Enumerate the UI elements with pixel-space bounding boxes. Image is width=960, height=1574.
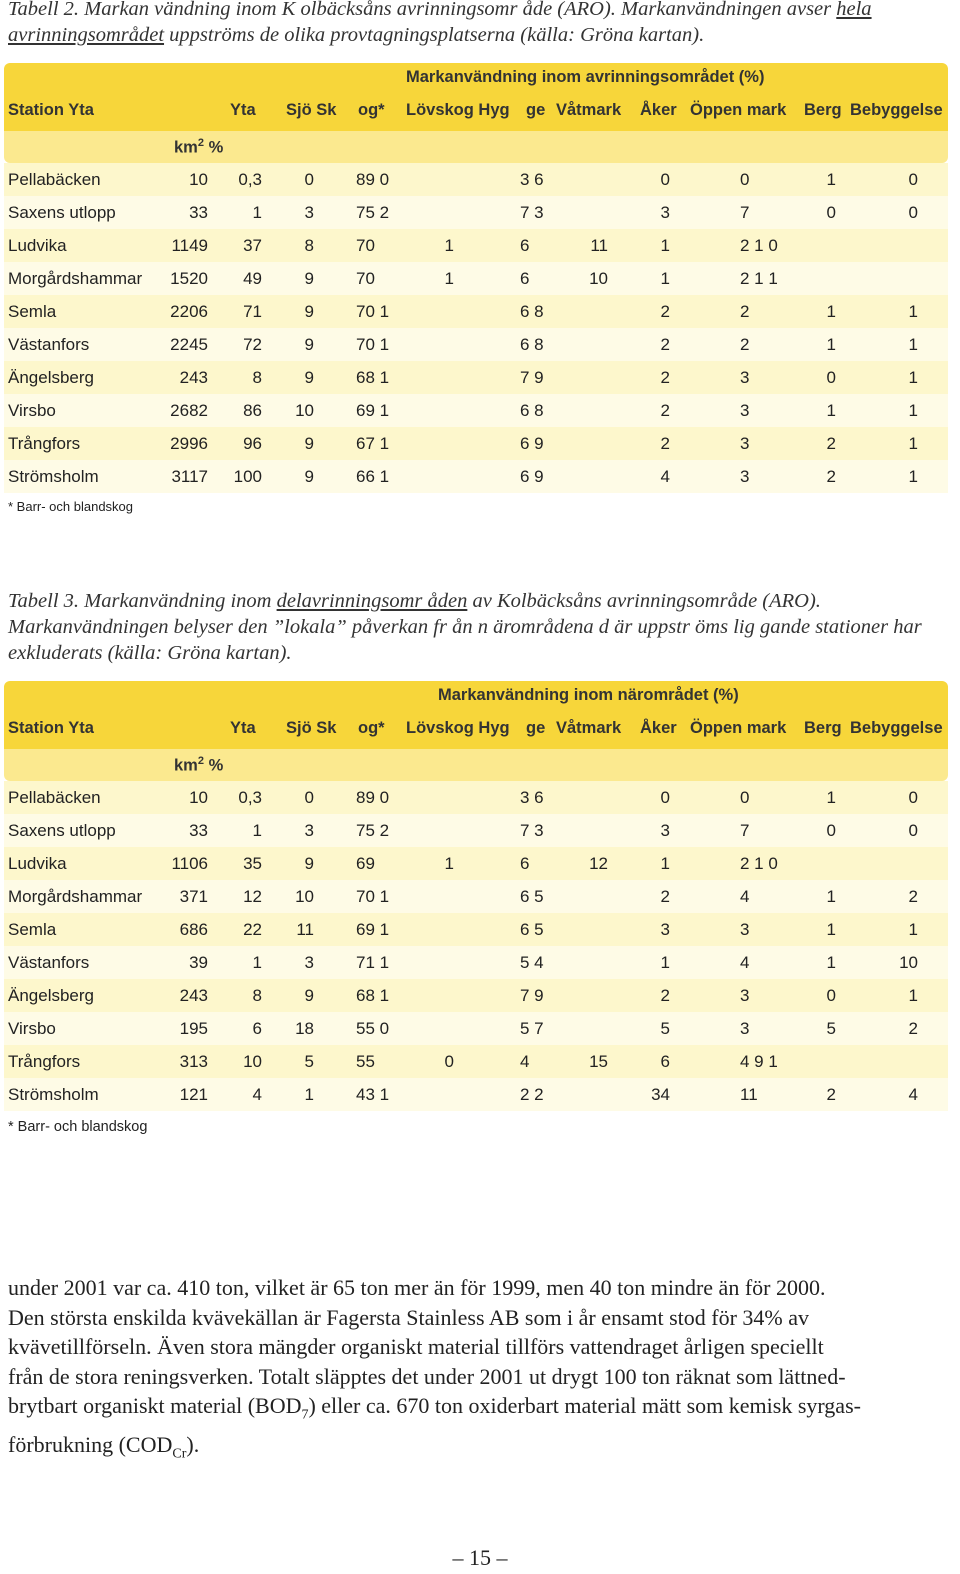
table-row: [4, 229, 948, 262]
station-name-cell: Ängelsberg: [8, 368, 95, 387]
value-cell: 0: [908, 788, 918, 807]
value-cell: 3: [304, 953, 314, 972]
table2-column-headers: [4, 95, 948, 131]
value-cell: 6 9: [520, 434, 544, 453]
table-row: [4, 979, 948, 1012]
value-cell: 3: [740, 434, 750, 453]
value-cell: 5 4: [520, 953, 544, 972]
value-cell: 70: [356, 269, 375, 288]
value-cell: 2996: [170, 434, 208, 453]
value-cell: 2 2: [520, 1085, 544, 1104]
station-name-cell: Pellabäcken: [8, 170, 101, 189]
value-cell: 121: [179, 1085, 208, 1104]
table2-header-5: ge: [526, 101, 546, 119]
value-cell: 70 1: [356, 887, 390, 906]
table3-header-2: Sjö Sk: [286, 719, 337, 737]
value-cell: 1: [826, 887, 836, 906]
value-cell: 3: [740, 1019, 750, 1038]
table-row: [4, 1045, 948, 1078]
value-cell: 72: [243, 335, 262, 354]
table2-header-0: Station Yta: [8, 101, 94, 119]
station-name-cell: Morgårdshammar: [8, 269, 143, 288]
paragraph-line-6-b: ).: [186, 1431, 200, 1457]
value-cell: 0: [908, 203, 918, 222]
table-row: [4, 427, 948, 460]
value-cell: 37: [243, 236, 262, 255]
table2-header-1: Yta: [230, 101, 256, 119]
value-cell: 5 7: [520, 1019, 544, 1038]
table2-header-3: og*: [358, 101, 385, 119]
value-cell: 9: [304, 302, 314, 321]
station-name-cell: Trångfors: [8, 434, 81, 453]
value-cell: 11: [590, 236, 608, 255]
value-cell: 371: [179, 887, 208, 906]
table3-header-5: ge: [526, 719, 546, 737]
value-cell: 96: [243, 434, 262, 453]
value-cell: 66 1: [356, 467, 390, 486]
value-cell: 15: [589, 1052, 608, 1071]
value-cell: 2: [826, 1085, 836, 1104]
table3-header-7: Åker: [640, 719, 677, 737]
value-cell: 2245: [170, 335, 208, 354]
table-row: [4, 1078, 948, 1111]
value-cell: 6 8: [520, 302, 544, 321]
value-cell: 71 1: [356, 953, 390, 972]
value-cell: 3: [740, 401, 750, 420]
value-cell: 10: [589, 269, 608, 288]
value-cell: 1: [444, 236, 454, 255]
table3-header-3: og*: [358, 719, 385, 737]
value-cell: 0: [444, 1052, 454, 1071]
value-cell: 2: [740, 302, 750, 321]
table3-header-8: Öppen mark: [690, 719, 787, 737]
table3-caption-underlined: delavrinningsomr åden: [276, 590, 468, 612]
table3-units: $km^2$ %: [174, 755, 224, 775]
table2-header-10: Bebyggelse: [850, 101, 943, 119]
value-cell: 2: [826, 434, 836, 453]
table-row: [4, 361, 948, 394]
value-cell: 3: [660, 821, 670, 840]
value-cell: 9: [304, 986, 314, 1005]
value-cell: 2 1 1: [740, 269, 778, 288]
value-cell: 1: [908, 434, 918, 453]
value-cell: 9: [304, 368, 314, 387]
value-cell: 12: [243, 887, 262, 906]
value-cell: 5: [304, 1052, 314, 1071]
value-cell: 1: [908, 302, 918, 321]
value-cell: 75 2: [356, 203, 390, 222]
value-cell: 3 6: [520, 788, 544, 807]
value-cell: 0: [660, 788, 670, 807]
value-cell: 0: [740, 788, 750, 807]
value-cell: 1: [304, 1085, 314, 1104]
table2-body: [4, 163, 948, 493]
value-cell: 7 9: [520, 368, 544, 387]
value-cell: 11: [740, 1085, 758, 1104]
station-name-cell: Ludvika: [8, 236, 67, 255]
value-cell: 39: [189, 953, 208, 972]
value-cell: 313: [179, 1052, 208, 1071]
table2-units-row: [4, 131, 948, 163]
table3-header-4: Lövskog Hyg: [406, 719, 510, 737]
value-cell: 0: [304, 170, 314, 189]
value-cell: 1: [444, 269, 454, 288]
table2-group-header: Markanvändning inom avrinningsområdet (%): [406, 68, 765, 86]
paragraph-line-3: kvävetillförseln. Även stora mängder organiskt material tillförs vattendraget årligen speciellt: [8, 1334, 824, 1359]
value-cell: 1149: [171, 236, 208, 255]
paragraph-line-6: [8, 1430, 956, 1469]
table3-body: [4, 781, 948, 1111]
value-cell: 1: [908, 368, 918, 387]
value-cell: 43 1: [356, 1085, 390, 1104]
value-cell: 0,3: [238, 170, 262, 189]
table-row: [4, 814, 948, 847]
value-cell: 1: [826, 170, 836, 189]
value-cell: 1: [826, 335, 836, 354]
table3-group-header: Markanvändning inom närområdet (%): [438, 686, 739, 704]
station-name-cell: Semla: [8, 920, 57, 939]
value-cell: 3117: [171, 467, 208, 486]
value-cell: 4: [252, 1085, 262, 1104]
table-row: [4, 460, 948, 493]
value-cell: 4: [740, 887, 750, 906]
table-row: [4, 328, 948, 361]
value-cell: 71: [243, 302, 262, 321]
table2-header-9: Berg: [804, 101, 842, 119]
station-name-cell: Morgårdshammar: [8, 887, 143, 906]
value-cell: 1: [252, 203, 262, 222]
value-cell: 195: [179, 1019, 208, 1038]
value-cell: 2: [660, 986, 670, 1005]
value-cell: 0,3: [238, 788, 262, 807]
body-paragraph: [8, 1273, 956, 1469]
value-cell: 9: [304, 434, 314, 453]
paragraph-line-5-a: brytbart organiskt material (BOD: [8, 1393, 302, 1418]
value-cell: 5: [826, 1019, 836, 1038]
value-cell: 70 1: [356, 302, 390, 321]
value-cell: 11: [296, 920, 314, 939]
value-cell: 2: [660, 335, 670, 354]
value-cell: 3: [304, 821, 314, 840]
value-cell: 9: [304, 467, 314, 486]
paragraph-line-5-sub: 7: [301, 1407, 309, 1423]
value-cell: 1: [660, 269, 670, 288]
table-row: [4, 394, 948, 427]
table3: [4, 681, 948, 1135]
value-cell: 2206: [170, 302, 208, 321]
value-cell: 2: [660, 401, 670, 420]
value-cell: 1: [826, 920, 836, 939]
value-cell: 6 8: [520, 335, 544, 354]
value-cell: 6 5: [520, 920, 544, 939]
table2-units: $km^2$ %: [174, 137, 224, 157]
station-name-cell: Västanfors: [8, 335, 90, 354]
value-cell: 4: [908, 1085, 918, 1104]
value-cell: 1: [660, 854, 670, 873]
station-name-cell: Strömsholm: [8, 1085, 99, 1104]
value-cell: 22: [243, 920, 262, 939]
station-name-cell: Ängelsberg: [8, 986, 95, 1005]
value-cell: 2 1 0: [740, 854, 778, 873]
table2-caption-text-b: uppströms de olika provtagningsplatserna (källa: Gröna kartan).: [164, 24, 705, 46]
table2-caption: [8, 0, 948, 48]
value-cell: 2: [660, 887, 670, 906]
value-cell: 1: [252, 953, 262, 972]
page-number: – 15 –: [452, 1545, 508, 1570]
value-cell: 6: [252, 1019, 262, 1038]
value-cell: 70: [356, 236, 375, 255]
table2-caption-underlined: hela avrinningsområdet: [8, 0, 872, 46]
table3-footnote: * Barr- och blandskog: [8, 1119, 148, 1135]
value-cell: 1: [908, 467, 918, 486]
value-cell: 2: [660, 368, 670, 387]
value-cell: 9: [304, 335, 314, 354]
value-cell: 0: [908, 821, 918, 840]
paragraph-line-1: under 2001 var ca. 410 ton, vilket är 65 ton mer än för 1999, men 40 ton mindre än för 2000.: [8, 1275, 826, 1300]
value-cell: 55: [356, 1052, 375, 1071]
value-cell: 4: [520, 1052, 530, 1071]
value-cell: 3: [740, 920, 750, 939]
value-cell: 3 6: [520, 170, 544, 189]
paragraph-line-5: [8, 1391, 956, 1430]
value-cell: 0: [908, 170, 918, 189]
table-row: [4, 880, 948, 913]
station-name-cell: Pellabäcken: [8, 788, 101, 807]
table2-caption-text-a: Tabell 2. Markan vändning inom K olbäcksåns avrinningsomr åde (ARO). Markanvändningen avser: [8, 0, 837, 20]
table3-header-6: Våtmark: [556, 719, 622, 737]
value-cell: 2 1 0: [740, 236, 778, 255]
value-cell: 33: [189, 821, 208, 840]
value-cell: 69: [356, 854, 375, 873]
table3-caption-text-a: Tabell 3. Markanvändning inom: [8, 590, 277, 612]
value-cell: 1: [252, 821, 262, 840]
table2-header-6: Våtmark: [556, 101, 622, 119]
value-cell: 0: [826, 203, 836, 222]
value-cell: 2: [826, 467, 836, 486]
value-cell: 1: [908, 986, 918, 1005]
value-cell: 6 5: [520, 887, 544, 906]
value-cell: 0: [304, 788, 314, 807]
value-cell: 10: [295, 887, 314, 906]
value-cell: 0: [740, 170, 750, 189]
value-cell: 1: [826, 302, 836, 321]
value-cell: 1106: [171, 854, 208, 873]
station-name-cell: Ludvika: [8, 854, 67, 873]
value-cell: 3: [304, 203, 314, 222]
table2-header-2: Sjö Sk: [286, 101, 337, 119]
table2-header-4: Lövskog Hyg: [406, 101, 510, 119]
value-cell: 8: [304, 236, 314, 255]
value-cell: 7 3: [520, 821, 544, 840]
value-cell: 7: [740, 821, 750, 840]
table-row: [4, 946, 948, 979]
value-cell: 4 9 1: [740, 1052, 778, 1071]
value-cell: 86: [243, 401, 262, 420]
value-cell: 0: [826, 368, 836, 387]
table3-group-header-band: [4, 681, 948, 713]
value-cell: 69 1: [356, 401, 390, 420]
value-cell: 100: [233, 467, 262, 486]
value-cell: 0: [826, 821, 836, 840]
paragraph-line-4: från de stora reningsverken. Totalt släpptes det under 2001 ut drygt 100 ton räknat som lättned-: [8, 1363, 846, 1389]
table-row: [4, 913, 948, 946]
table-row: [4, 262, 948, 295]
station-name-cell: Semla: [8, 302, 57, 321]
value-cell: 8: [252, 368, 262, 387]
value-cell: 6: [520, 236, 530, 255]
station-name-cell: Västanfors: [8, 953, 90, 972]
value-cell: 1: [826, 953, 836, 972]
value-cell: 67 1: [356, 434, 390, 453]
paragraph-line-6-sub: Cr: [172, 1446, 187, 1462]
value-cell: 70 1: [356, 335, 390, 354]
table3-caption-text-b: av Kolbäcksåns avrinningsområde (ARO). Markanvändningen belyser den ”lokala” påverkan fr ån n ärområdena d är uppstr öms lig gande stationer har exkluderats (källa: Gröna kartan).: [8, 590, 922, 664]
value-cell: 9: [304, 269, 314, 288]
value-cell: 35: [243, 854, 262, 873]
station-name-cell: Trångfors: [8, 1052, 81, 1071]
table3-column-headers: [4, 713, 948, 749]
value-cell: 89 0: [356, 788, 390, 807]
table-row: [4, 847, 948, 880]
value-cell: 12: [589, 854, 608, 873]
value-cell: 8: [252, 986, 262, 1005]
table3-header-9: Berg: [804, 719, 842, 737]
value-cell: 75 2: [356, 821, 390, 840]
value-cell: 9: [304, 854, 314, 873]
value-cell: 49: [243, 269, 262, 288]
station-name-cell: Saxens utlopp: [8, 203, 116, 222]
value-cell: 1: [660, 953, 670, 972]
value-cell: 2: [660, 302, 670, 321]
table3-header-1: Yta: [230, 719, 256, 737]
table-row: [4, 1012, 948, 1045]
value-cell: 2: [740, 335, 750, 354]
value-cell: 2682: [170, 401, 208, 420]
value-cell: 34: [651, 1085, 670, 1104]
value-cell: 1: [826, 401, 836, 420]
value-cell: 6: [520, 854, 530, 873]
value-cell: 18: [295, 1019, 314, 1038]
value-cell: 7 9: [520, 986, 544, 1005]
value-cell: 1: [908, 920, 918, 939]
table2-footnote: * Barr- och blandskog: [8, 499, 134, 514]
value-cell: 686: [179, 920, 208, 939]
value-cell: 0: [826, 986, 836, 1005]
value-cell: 2: [908, 887, 918, 906]
value-cell: 1: [826, 788, 836, 807]
value-cell: 3: [740, 467, 750, 486]
value-cell: 4: [660, 467, 670, 486]
value-cell: 1: [908, 335, 918, 354]
value-cell: 1: [444, 854, 454, 873]
station-name-cell: Saxens utlopp: [8, 821, 116, 840]
value-cell: 10: [899, 953, 918, 972]
table3-header-10: Bebyggelse: [850, 719, 943, 737]
value-cell: 10: [295, 401, 314, 420]
table-row: [4, 163, 948, 196]
table3-header-0: Station Yta: [8, 719, 94, 737]
value-cell: 1: [660, 236, 670, 255]
table-row: [4, 781, 948, 814]
table-row: [4, 295, 948, 328]
value-cell: 1: [908, 401, 918, 420]
value-cell: 2: [908, 1019, 918, 1038]
value-cell: 7: [740, 203, 750, 222]
value-cell: 6: [660, 1052, 670, 1071]
value-cell: 10: [189, 788, 208, 807]
station-name-cell: Virsbo: [8, 401, 56, 420]
table3-units-row: [4, 749, 948, 781]
table3-caption: [8, 588, 948, 666]
value-cell: 10: [189, 170, 208, 189]
value-cell: 3: [740, 986, 750, 1005]
table2-header-8: Öppen mark: [690, 101, 787, 119]
table2: [4, 63, 948, 514]
table-row: [4, 196, 948, 229]
value-cell: 6 8: [520, 401, 544, 420]
value-cell: 89 0: [356, 170, 390, 189]
value-cell: 0: [660, 170, 670, 189]
paragraph-line-2: Den största enskilda kvävekällan är Fagersta Stainless AB som i år ensamt stod för 34% av: [8, 1304, 809, 1330]
station-name-cell: Virsbo: [8, 1019, 56, 1038]
value-cell: 7 3: [520, 203, 544, 222]
value-cell: 243: [179, 986, 208, 1005]
station-name-cell: Strömsholm: [8, 467, 99, 486]
value-cell: 55 0: [356, 1019, 390, 1038]
value-cell: 1520: [170, 269, 208, 288]
value-cell: 68 1: [356, 368, 390, 387]
table2-group-header-band: [4, 63, 948, 95]
value-cell: 3: [660, 203, 670, 222]
value-cell: 2: [660, 434, 670, 453]
value-cell: 69 1: [356, 920, 390, 939]
paragraph-line-5-b: ) eller ca. 670 ton oxiderbart material mätt som kemisk syrgas-: [308, 1393, 861, 1418]
value-cell: 243: [179, 368, 208, 387]
value-cell: 5: [660, 1019, 670, 1038]
value-cell: 6: [520, 269, 530, 288]
value-cell: 3: [740, 368, 750, 387]
value-cell: 4: [740, 953, 750, 972]
value-cell: 33: [189, 203, 208, 222]
value-cell: 3: [660, 920, 670, 939]
table2-header-7: Åker: [640, 101, 677, 119]
value-cell: 10: [243, 1052, 262, 1071]
paragraph-line-6-a: förbrukning (COD: [8, 1431, 173, 1457]
value-cell: 68 1: [356, 986, 390, 1005]
value-cell: 6 9: [520, 467, 544, 486]
